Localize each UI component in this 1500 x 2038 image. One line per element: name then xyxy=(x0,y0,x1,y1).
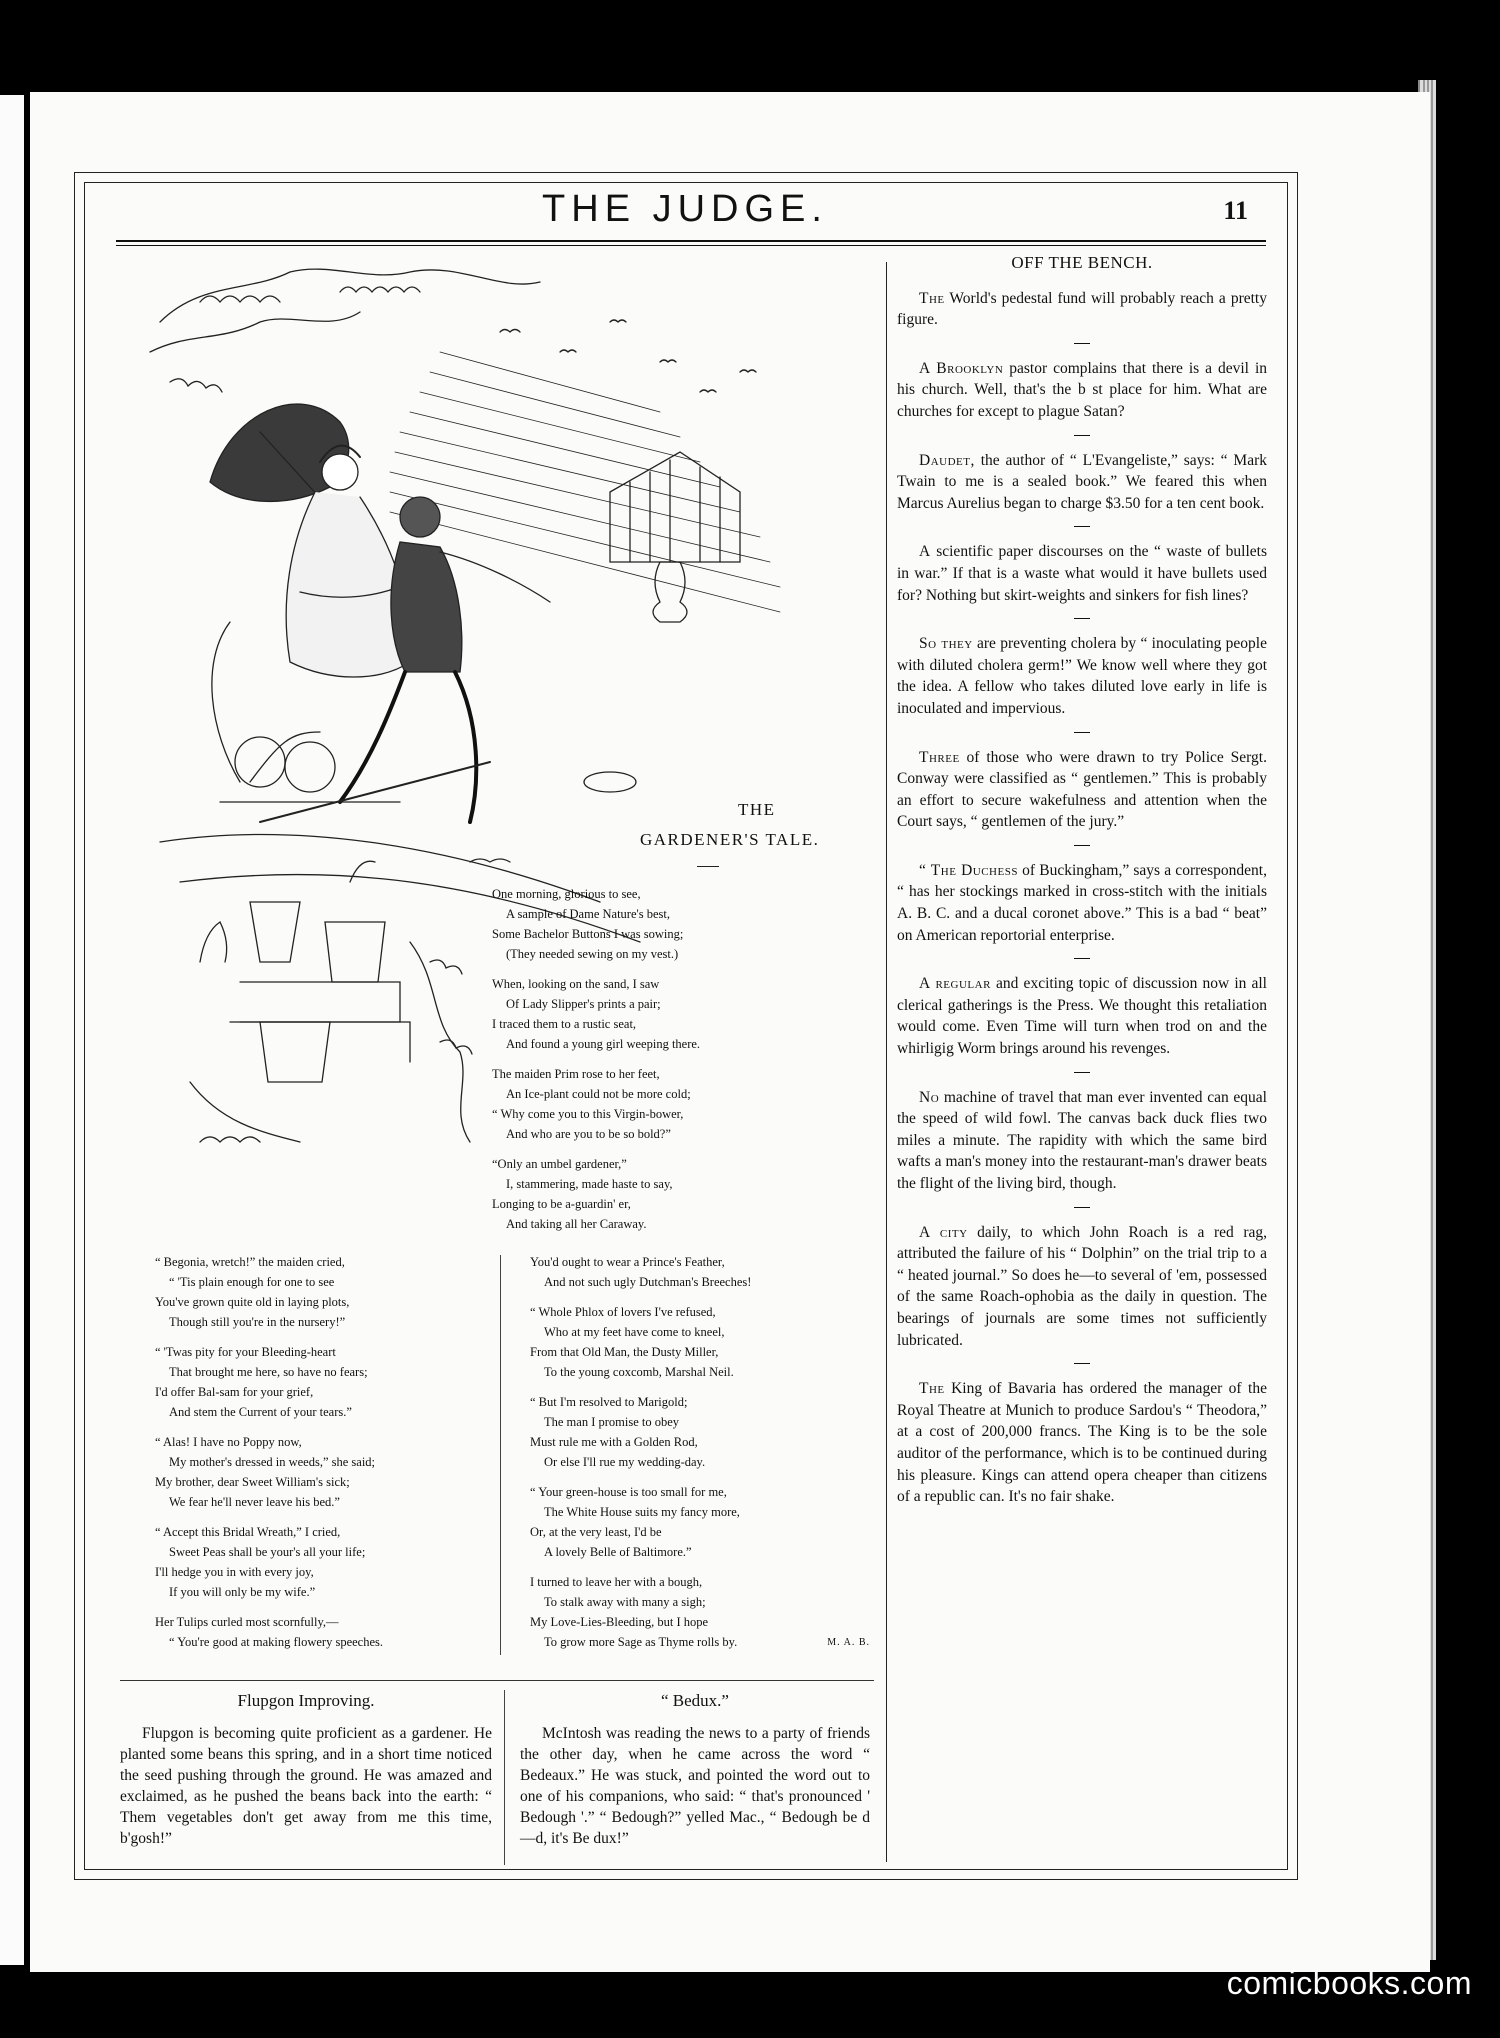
poem-line: I, stammering, made haste to say, xyxy=(506,1177,673,1191)
item-separator xyxy=(1074,343,1090,344)
poem-column-divider xyxy=(500,1255,501,1655)
bench-paragraph xyxy=(897,1222,1267,1352)
bench-paragraph xyxy=(897,747,1267,833)
caption-dash xyxy=(697,866,719,867)
poem-line: “ Your green-house is too small for me, xyxy=(530,1485,727,1499)
poem-stanza xyxy=(492,1154,852,1234)
bench-paragraph xyxy=(897,288,1267,331)
poem-line: “ 'Twas pity for your Bleeding-heart xyxy=(155,1345,336,1359)
paragraph-text: are preventing cholera by “ inoculating people with diluted cholera germ!” We know well where they got the idea. A fellow who takes diluted love early in life is inoculated and impervious. xyxy=(897,635,1267,717)
poem-line: “ You're good at making flowery speeches. xyxy=(169,1635,384,1649)
item-separator xyxy=(1074,1363,1090,1364)
section-rule xyxy=(120,1680,874,1681)
paragraph-text: machine of travel that man ever invented can equal the speed of wild fowl. The canvas back duck flies two miles a minute. The rapidity with which the same bird wafts a man's money into the restaurant-man's drawer beats the flight of the living bird, though. xyxy=(897,1088,1267,1192)
poem-stanza xyxy=(155,1342,495,1422)
poem-line: “ But I'm resolved to Marigold; xyxy=(530,1395,688,1409)
poem-line: When, looking on the sand, I saw xyxy=(492,977,660,991)
caption-line-2: GARDENER'S TALE. xyxy=(640,830,820,849)
poem-line: You'd ought to wear a Prince's Feather, xyxy=(530,1255,725,1269)
poem-stanza xyxy=(155,1522,495,1602)
item-separator xyxy=(1074,958,1090,959)
article-title: “ Bedux.” xyxy=(661,1691,729,1710)
poem-line: To stalk away with many a sigh; xyxy=(544,1595,706,1609)
poem-line: And found a young girl weeping there. xyxy=(506,1037,701,1051)
poem-stanza xyxy=(530,1252,870,1292)
poem-signature: M. A. B. xyxy=(827,1637,870,1648)
page-number: 11 xyxy=(1223,196,1248,225)
poem-line: Though still you're in the nursery!” xyxy=(169,1315,346,1329)
paragraph-lead: The xyxy=(919,1380,945,1398)
poem-line: (They needed sewing on my vest.) xyxy=(506,947,679,961)
poem-line: “Only an umbel gardener,” xyxy=(492,1157,627,1171)
poem-line: You've grown quite old in laying plots, xyxy=(155,1295,350,1309)
poem-stanzas-right xyxy=(530,1252,870,1662)
shorts-divider xyxy=(504,1690,505,1865)
paragraph-lead: Daudet, xyxy=(919,451,975,469)
poem-line: From that Old Man, the Dusty Miller, xyxy=(530,1345,719,1359)
article-bedux xyxy=(520,1690,870,1849)
poem-stanza xyxy=(492,1064,852,1144)
poem-line: “ Begonia, wretch!” the maiden cried, xyxy=(155,1255,345,1269)
poem-stanza xyxy=(530,1302,870,1382)
paragraph-text: of Buckingham,” says a correspondent, “ has her stockings marked in cross-stitch with the initials A. B. C. and a ducal coronet above.” This is a bad “ beat” on American reportorial enterprise. xyxy=(897,861,1267,944)
poem-line: “ Accept this Bridal Wreath,” I cried, xyxy=(155,1525,341,1539)
watermark: comicbooks.com xyxy=(1226,1965,1472,2001)
paragraph-lead: Three xyxy=(919,748,960,766)
article-flupgon xyxy=(120,1690,492,1849)
bench-paragraph xyxy=(897,1378,1267,1508)
paragraph-lead: A regular xyxy=(919,975,991,993)
poem-line: I'll hedge you in with every joy, xyxy=(155,1565,314,1579)
bench-paragraph xyxy=(897,358,1267,423)
poem-line: Sweet Peas shall be your's all your life; xyxy=(169,1545,366,1559)
paragraph-lead: A xyxy=(919,543,931,561)
masthead xyxy=(84,188,1286,238)
column-divider xyxy=(886,262,887,1862)
poem-line: An Ice-plant could not be more cold; xyxy=(506,1087,691,1101)
paragraph-lead: “ The Duchess xyxy=(919,861,1018,879)
poem-stanza xyxy=(155,1252,495,1332)
article-body: McIntosh was reading the news to a party of friends the other day, when he came across the word “ Bedeaux.” He was stuck, and pointed the word out to one of his companions, who said: “ that's pronounced ' Bedough '.” “ Bedough?” yelled Mac., “ Bedough be d—d, it's Be dux!” xyxy=(520,1725,870,1847)
poem-line: “ Why come you to this Virgin-bower, xyxy=(492,1107,684,1121)
poem-line: The White House suits my fancy more, xyxy=(544,1505,740,1519)
item-separator xyxy=(1074,435,1090,436)
poem-line: We fear he'll never leave his bed.” xyxy=(169,1495,340,1509)
item-separator xyxy=(1074,1207,1090,1208)
poem-line: Of Lady Slipper's prints a pair; xyxy=(506,997,661,1011)
poem-line: My brother, dear Sweet William's sick; xyxy=(155,1475,350,1489)
paragraph-text: scientific paper discourses on the “ waste of bullets in war.” If that is a waste what would it have bullets used for? Nothing but skirt-weights and sinkers for fish lines? xyxy=(897,543,1267,604)
poem-line: One morning, glorious to see, xyxy=(492,887,641,901)
poem-stanza xyxy=(155,1612,495,1652)
poem-line: Who at my feet have come to kneel, xyxy=(544,1325,725,1339)
off-the-bench-column xyxy=(897,252,1267,1508)
item-separator xyxy=(1074,526,1090,527)
bench-paragraph xyxy=(897,541,1267,606)
masthead-title: THE JUDGE. xyxy=(542,188,828,230)
illustration-caption xyxy=(640,795,880,855)
item-separator xyxy=(1074,732,1090,733)
poem-line: “ Whole Phlox of lovers I've refused, xyxy=(530,1305,716,1319)
masthead-rule-thin xyxy=(116,245,1266,246)
poem-stanzas-left xyxy=(155,1252,495,1662)
bench-paragraph xyxy=(897,450,1267,515)
bench-paragraph xyxy=(897,860,1267,946)
item-separator xyxy=(1074,618,1090,619)
poem-line: That brought me here, so have no fears; xyxy=(169,1365,368,1379)
poem-line: Or, at the very least, I'd be xyxy=(530,1525,662,1539)
paragraph-lead: So they xyxy=(919,635,973,653)
adjacent-page-edge xyxy=(0,95,24,1965)
paragraph-text: daily, to which John Roach is a red rag, attributed the failure of his “ Dolphin” on the trial trip to a “ heated journal.” So does he—to several of 'em, possessed of the same Roach-ophobia as the daily in question. The bearings of journals are some times not sufficiently lubricated. xyxy=(897,1223,1267,1349)
poem-line: The maiden Prim rose to her feet, xyxy=(492,1067,660,1081)
bench-paragraph xyxy=(897,1087,1267,1195)
column-heading: OFF THE BENCH. xyxy=(1011,253,1153,272)
poem-line: And taking all her Caraway. xyxy=(506,1217,647,1231)
poem-line: I traced them to a rustic seat, xyxy=(492,1017,637,1031)
bench-paragraph xyxy=(897,633,1267,719)
poem-line: “ 'Tis plain enough for one to see xyxy=(169,1275,335,1289)
poem-stanza xyxy=(530,1392,870,1472)
poem-line: And not such ugly Dutchman's Breeches! xyxy=(544,1275,752,1289)
poem-line: Or else I'll rue my wedding-day. xyxy=(544,1455,706,1469)
bench-items xyxy=(897,288,1267,1508)
paragraph-text: King of Bavaria has ordered the manager of the Royal Theatre at Munich to produce Sardou's “ Theodora,” at a cost of 200,000 francs. The King is to be the sole auditor of the performance, which is to be continued during his pleasure. Kings can attend opera cheaper than citizens of a republic can. It's no fair shake. xyxy=(897,1380,1267,1506)
poem-line: Some Bachelor Buttons I was sowing; xyxy=(492,927,684,941)
poem-line: I turned to leave her with a bough, xyxy=(530,1575,703,1589)
poem-line: I'd offer Bal-sam for your grief, xyxy=(155,1385,314,1399)
item-separator xyxy=(1074,1072,1090,1073)
poem-stanza xyxy=(492,884,852,964)
paragraph-text: World's pedestal fund will probably reach a pretty figure. xyxy=(897,289,1267,329)
paragraph-text: of those who were drawn to try Police Sergt. Conway were classified as “ gentlemen.” This is probably an effort to secure wakefulness and attention when the Court says, “ gentlemen of the jury.” xyxy=(897,748,1267,831)
bench-paragraph xyxy=(897,973,1267,1059)
item-separator xyxy=(1074,845,1090,846)
poem-line: To grow more Sage as Thyme rolls by. xyxy=(544,1635,738,1649)
poem-stanza xyxy=(530,1482,870,1562)
poem-line: Longing to be a-guardin' er, xyxy=(492,1197,631,1211)
poem-line: My mother's dressed in weeds,” she said; xyxy=(169,1455,376,1469)
masthead-rule xyxy=(116,240,1266,242)
paragraph-text: pastor complains that there is a devil in his church. Well, that's the b st place for him. What are churches for except to plague Satan? xyxy=(897,359,1268,420)
poem-line: The man I promise to obey xyxy=(544,1415,680,1429)
poem-line: A sample of Dame Nature's best, xyxy=(506,907,671,921)
article-body: Flupgon is becoming quite proficient as a gardener. He planted some beans this spring, and in a short time noticed the seed pushing through the ground. He was amazed and exclaimed, as he pushed the beans back into the earth: “ Them vegetables don't get away from me this time, b'gosh!” xyxy=(120,1725,492,1847)
paragraph-lead: A Brooklyn xyxy=(919,359,1004,377)
paragraph-text: and exciting topic of discussion now in all clerical gatherings is the Press. We thought this retaliation would come. Even Time will turn when trod on and the whirligig Worm brings around his revenges. xyxy=(897,975,1267,1058)
poem-line: To the young coxcomb, Marshal Neil. xyxy=(544,1365,734,1379)
poem-line: Must rule me with a Golden Rod, xyxy=(530,1435,698,1449)
article-title: Flupgon Improving. xyxy=(237,1691,375,1710)
poem-line: If you will only be my wife.” xyxy=(169,1585,316,1599)
caption-line-1: THE xyxy=(738,800,776,819)
paragraph-text: the author of “ L'Evangeliste,” says: “ Mark Twain to me is a sealed book.” We feared this when Marcus Aurelius began to charge $3.50 for a ten cent book. xyxy=(897,451,1267,512)
poem-line: And who are you to be so bold?” xyxy=(506,1127,671,1141)
poem-line: A lovely Belle of Baltimore.” xyxy=(544,1545,692,1559)
poem-stanzas-top xyxy=(492,884,852,1244)
poem-line: Her Tulips curled most scornfully,— xyxy=(155,1615,339,1629)
paragraph-lead: The xyxy=(919,289,945,307)
poem-stanza xyxy=(492,974,852,1054)
poem-line: And stem the Current of your tears.” xyxy=(169,1405,352,1419)
paragraph-lead: No xyxy=(919,1088,940,1106)
poem-stanza xyxy=(155,1432,495,1512)
poem-line: My Love-Lies-Bleeding, but I hope xyxy=(530,1615,709,1629)
paragraph-lead: A city xyxy=(919,1223,968,1241)
poem-line: “ Alas! I have no Poppy now, xyxy=(155,1435,302,1449)
